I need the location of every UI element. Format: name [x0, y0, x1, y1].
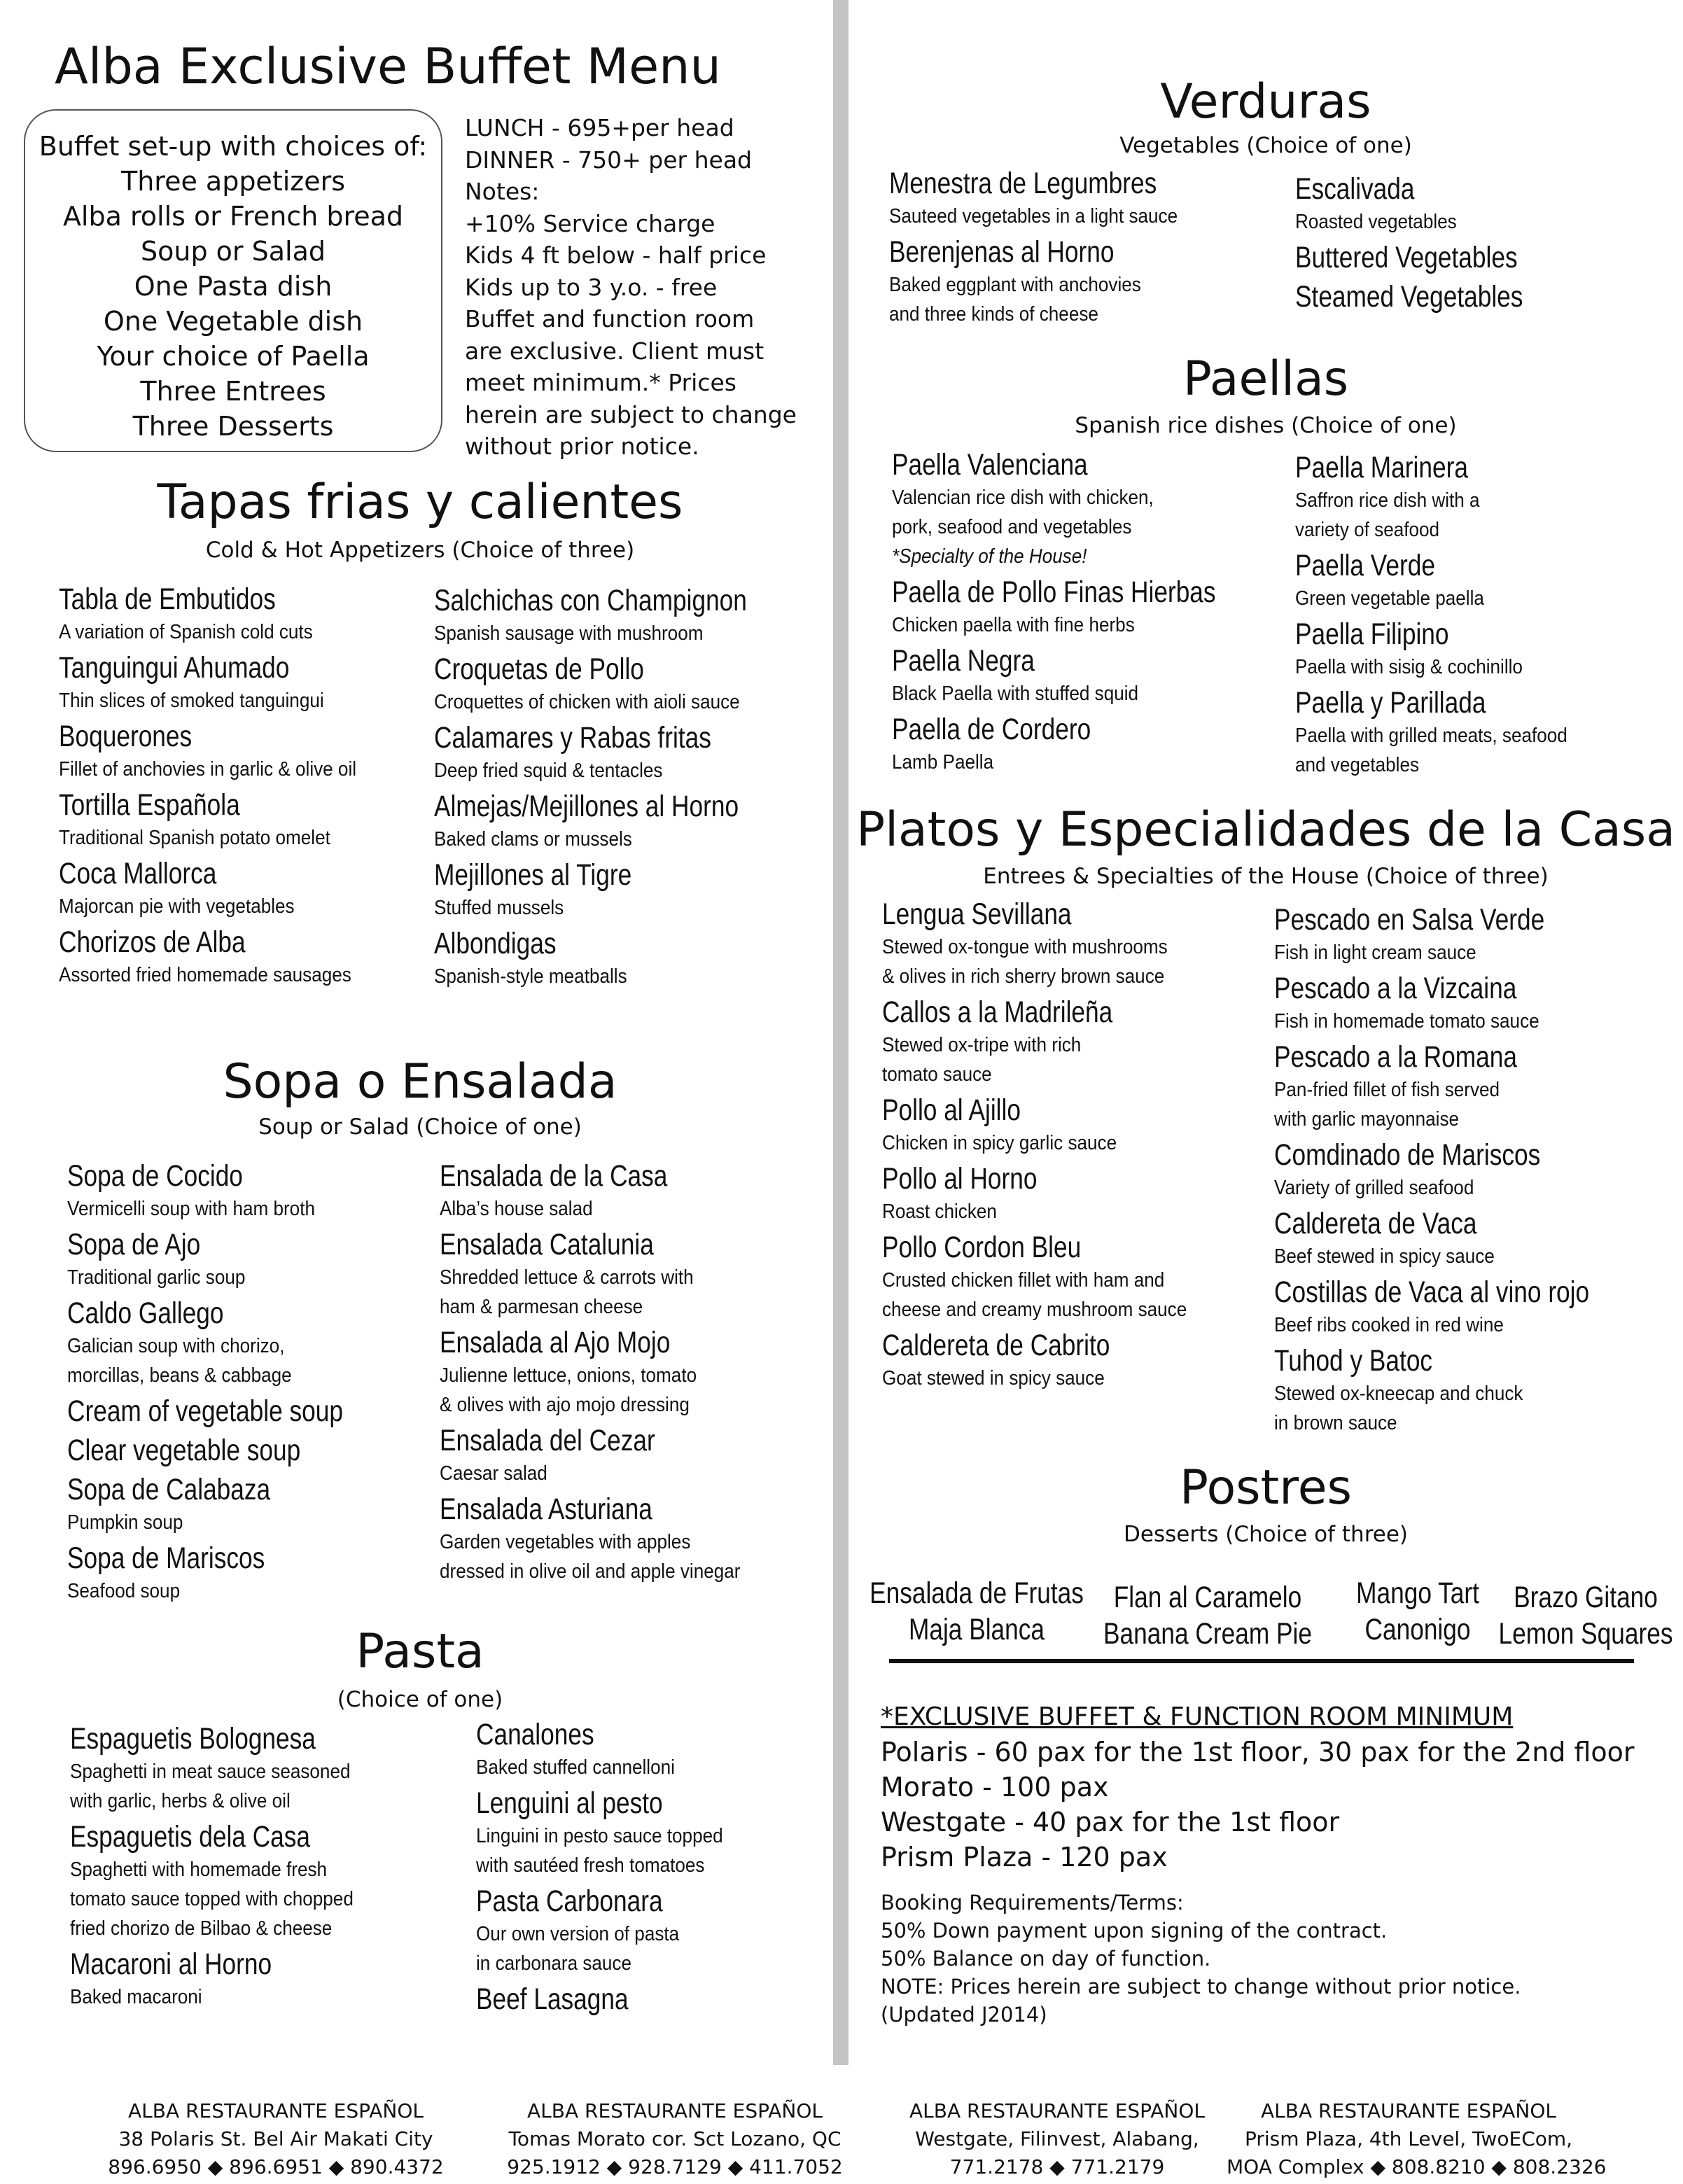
setup-item: Soup or Salad [141, 236, 326, 267]
footer-phones: 771.2178 ◆ 771.2179 [949, 2155, 1165, 2178]
verduras-column-left [889, 165, 1215, 332]
notes-line: without prior notice. [465, 433, 699, 460]
menu-item [440, 1226, 774, 1322]
menu-item-description: Variety of grilled seafood [1274, 1177, 1474, 1199]
menu-item-name: Callos a la Madrileña [882, 995, 1113, 1029]
menu-item-description: in carbonara sauce [476, 1952, 631, 1975]
menu-item [434, 651, 816, 717]
menu-item-description: Fillet of anchovies in garlic & olive oil [59, 758, 357, 780]
menu-item [67, 1295, 403, 1390]
platos-title: Platos y Especialidades de la Casa [856, 802, 1675, 858]
footer-name: ALBA RESTAURANTE ESPAÑOL [909, 2099, 1205, 2122]
menu-item-description: ham & parmesan cheese [440, 1296, 643, 1318]
sopa-subtitle: Soup or Salad (Choice of one) [258, 1114, 582, 1140]
menu-item-description: morcillas, beans & cabbage [67, 1364, 292, 1387]
menu-item-description: A variation of Spanish cold cuts [59, 621, 313, 643]
menu-item-name: Pollo al Horno [882, 1162, 1038, 1196]
footer-phones: 925.1912 ◆ 928.7129 ◆ 411.7052 [507, 2155, 843, 2178]
notes-line: Buffet and function room [465, 305, 755, 332]
pasta-title: Pasta [356, 1624, 484, 1679]
menu-item-description: Galician soup with chorizo, [67, 1335, 285, 1357]
menu-item-name: Tanguingui Ahumado [59, 651, 290, 685]
menu-item-name: Pollo Cordon Bleu [882, 1231, 1082, 1264]
page-title: Alba Exclusive Buffet Menu [55, 38, 721, 95]
menu-item-name: Pasta Carbonara [476, 1884, 663, 1918]
menu-item-description: Spanish sausage with mushroom [434, 622, 704, 645]
notes-line: Kids 4 ft below - half price [465, 241, 767, 269]
footer-name: ALBA RESTAURANTE ESPAÑOL [1261, 2099, 1556, 2122]
menu-item-name: Croquetas de Pollo [434, 652, 644, 686]
menu-item-description: variety of seafood [1295, 519, 1440, 541]
menu-item [882, 1161, 1221, 1226]
menu-item [882, 1092, 1221, 1158]
menu-item [1295, 239, 1573, 276]
menu-item [892, 447, 1287, 571]
notes-line: DINNER - 750+ per head [465, 146, 753, 174]
menu-item-description: Beef ribs cooked in red wine [1274, 1314, 1504, 1336]
menu-item [1274, 970, 1658, 1036]
menu-item [892, 711, 1287, 777]
menu-item-description: and vegetables [1295, 754, 1420, 776]
menu-item [434, 925, 816, 991]
menu-item [67, 1158, 403, 1224]
menu-item-description: tomato sauce [882, 1063, 992, 1086]
menu-item-description: cheese and creamy mushroom sauce [882, 1298, 1187, 1321]
paellas-title: Paellas [1182, 351, 1349, 407]
menu-item-name: Tabla de Embutidos [59, 582, 276, 616]
menu-item [476, 1716, 750, 1782]
menu-item [434, 720, 816, 785]
menu-item-description: Croquettes of chicken with aioli sauce [434, 691, 740, 713]
menu-item-name: Menestra de Legumbres [889, 167, 1157, 200]
menu-item-name: Coca Mallorca [59, 857, 217, 890]
menu-item-name: Paella y Parillada [1295, 686, 1486, 720]
menu-item-name: Paella de Cordero [892, 713, 1091, 746]
menu-item [882, 1327, 1221, 1393]
menu-item [1295, 279, 1573, 315]
menu-item [889, 165, 1215, 231]
booking-line: Booking Requirements/Terms: [881, 1891, 1184, 1914]
notes-line: Kids up to 3 y.o. - free [465, 273, 718, 301]
menu-item-description: Paella with grilled meats, seafood [1295, 724, 1567, 747]
platos-column-left [882, 896, 1221, 1396]
menu-item-name: Canalones [476, 1718, 594, 1751]
menu-item-description: Linguini in pesto sauce topped [476, 1825, 723, 1847]
tapas-title: Tapas frias y calientes [157, 475, 683, 530]
minimum-line: Prism Plaza - 120 pax [881, 1842, 1168, 1872]
footer-address: Westgate, Filinvest, Alabang, [915, 2127, 1199, 2150]
tapas-subtitle: Cold & Hot Appetizers (Choice of three) [205, 538, 635, 563]
menu-item-description: Deep fried squid & tentacles [434, 760, 663, 782]
menu-item [59, 855, 389, 921]
menu-item-description: Goat stewed in spicy sauce [882, 1367, 1105, 1390]
menu-item-name: Calamares y Rabas fritas [434, 721, 711, 755]
setup-item: Your choice of Paella [97, 341, 370, 372]
menu-item-name: Pescado a la Romana [1274, 1040, 1517, 1074]
menu-item [440, 1422, 774, 1488]
menu-item-description: Seafood soup [67, 1580, 181, 1602]
setup-box [24, 109, 442, 452]
dessert-item: Ensalada de Frutas [870, 1576, 1084, 1610]
menu-item-name: Paella Marinera [1295, 451, 1468, 484]
menu-item [476, 1785, 750, 1880]
notes-block [465, 112, 797, 463]
menu-item [67, 1432, 403, 1469]
footer-branch [493, 2097, 857, 2181]
menu-item-name: Caldo Gallego [67, 1296, 224, 1330]
menu-item-description: Pumpkin soup [67, 1511, 183, 1534]
menu-item-description: Chicken paella with fine herbs [892, 614, 1135, 636]
menu-item-name: Caldereta de Cabrito [882, 1329, 1110, 1362]
menu-item-description: tomato sauce topped with chopped [70, 1888, 354, 1910]
menu-item-name: Macaroni al Horno [70, 1947, 272, 1981]
menu-item [1274, 1137, 1658, 1203]
paellas-column-left [892, 447, 1287, 780]
footer-name: ALBA RESTAURANTE ESPAÑOL [527, 2099, 823, 2122]
minimum-line: Polaris - 60 pax for the 1st floor, 30 pax for the 2nd floor [881, 1737, 1635, 1768]
menu-item [882, 896, 1221, 991]
menu-item-name: Chorizos de Alba [59, 925, 246, 959]
minimum-line: Westgate - 40 pax for the 1st floor [881, 1807, 1340, 1837]
dessert-item: Lemon Squares [1498, 1617, 1673, 1651]
dessert-item: Maja Blanca [908, 1613, 1045, 1646]
setup-item: Alba rolls or French bread [62, 201, 404, 232]
menu-item [1274, 1039, 1658, 1134]
menu-item-description: with sautéed fresh tomatoes [476, 1854, 705, 1877]
menu-item-name: Costillas de Vaca al vino rojo [1274, 1275, 1590, 1309]
booking-line: NOTE: Prices herein are subject to change without prior notice. [881, 1975, 1521, 1998]
sopa-column-left [67, 1158, 403, 1609]
menu-item-name: Almejas/Mejillones al Horno [434, 790, 739, 823]
setup-item: One Pasta dish [134, 271, 333, 302]
menu-item-name: Boquerones [59, 720, 193, 753]
menu-item [889, 234, 1215, 329]
menu-item [1295, 171, 1573, 237]
dessert-item: Mango Tart [1356, 1576, 1479, 1610]
menu-item-description: Traditional garlic soup [67, 1266, 246, 1289]
menu-item [476, 1981, 750, 2017]
menu-item [440, 1324, 774, 1420]
menu-item-description: Saffron rice dish with a [1295, 489, 1480, 512]
pasta-column-right [476, 1716, 750, 2020]
platos-column-right [1274, 902, 1658, 1441]
tapas-column-right [434, 582, 816, 994]
menu-item-name: Sopa de Calabaza [67, 1473, 271, 1506]
menu-item [882, 1229, 1221, 1324]
booking-line: 50% Down payment upon signing of the contract. [881, 1919, 1388, 1942]
footer-address: 38 Polaris St. Bel Air Makati City [118, 2127, 433, 2150]
menu-item-name: Paella Negra [892, 644, 1035, 678]
menu-item-name: Pescado a la Vizcaina [1274, 972, 1517, 1005]
menu-item-description: Spaghetti in meat sauce seasoned [70, 1760, 351, 1783]
minimum-line: Morato - 100 pax [881, 1772, 1109, 1802]
menu-item-name: Ensalada Catalunia [440, 1228, 654, 1261]
menu-item [440, 1158, 774, 1224]
pasta-subtitle: (Choice of one) [337, 1687, 503, 1712]
footer-branch [875, 2097, 1239, 2181]
tapas-column-left [59, 581, 389, 993]
postres-subtitle: Desserts (Choice of three) [1124, 1522, 1408, 1547]
menu-item-name: Caldereta de Vaca [1274, 1207, 1477, 1240]
menu-item [59, 924, 389, 990]
setup-item: Three Desserts [132, 411, 334, 442]
menu-item-description: dressed in olive oil and apple vinegar [440, 1560, 741, 1583]
minimum-block [881, 1700, 1635, 1875]
pasta-column-left [70, 1721, 385, 2015]
menu-item-description: Baked stuffed cannelloni [476, 1756, 675, 1779]
menu-item [892, 574, 1287, 640]
notes-line: +10% Service charge [465, 209, 715, 237]
menu-item-description: Assorted fried homemade sausages [59, 964, 351, 986]
verduras-subtitle: Vegetables (Choice of one) [1119, 133, 1412, 158]
menu-item [59, 787, 389, 853]
notes-line: LUNCH - 695+per head [465, 114, 734, 141]
menu-item-description: Spanish-style meatballs [434, 965, 627, 988]
footer-phones: 896.6950 ◆ 896.6951 ◆ 890.4372 [108, 2155, 444, 2178]
menu-item [59, 650, 389, 715]
menu-item [67, 1540, 403, 1606]
menu-item [1274, 1205, 1658, 1271]
menu-item [1274, 902, 1658, 967]
menu-item-name: Paella Filipino [1295, 617, 1449, 651]
menu-item-name: Steamed Vegetables [1295, 280, 1523, 314]
menu-item [1295, 616, 1598, 682]
menu-item [476, 1883, 750, 1978]
menu-item-description: Thin slices of smoked tanguingui [59, 690, 324, 712]
menu-item-name: Albondigas [434, 927, 557, 960]
menu-item [67, 1393, 403, 1429]
dessert-item: Brazo Gitano [1514, 1581, 1658, 1614]
menu-item-description: Valencian rice dish with chicken, [892, 486, 1154, 509]
menu-item-description: Shredded lettuce & carrots with [440, 1266, 694, 1289]
menu-item-name: Escalivada [1295, 172, 1415, 206]
menu-item-name: Pescado en Salsa Verde [1274, 903, 1545, 937]
sopa-title: Sopa o Ensalada [223, 1054, 617, 1110]
menu-item-description: Sauteed vegetables in a light sauce [889, 205, 1178, 227]
menu-item-description: Crusted chicken fillet with ham and [882, 1269, 1165, 1292]
menu-item-name: Ensalada de la Casa [440, 1159, 668, 1193]
menu-item [892, 643, 1287, 708]
menu-item-description: Vermicelli soup with ham broth [67, 1198, 315, 1220]
notes-line: are exclusive. Client must [465, 337, 764, 365]
menu-item-description: & olives in rich sherry brown sauce [882, 965, 1165, 988]
menu-item-name: Ensalada del Cezar [440, 1424, 655, 1457]
menu-item-description: Chicken in spicy garlic sauce [882, 1132, 1117, 1154]
footer-phones: MOA Complex ◆ 808.8210 ◆ 808.2326 [1227, 2155, 1607, 2178]
menu-item-description: Stewed ox-tongue with mushrooms [882, 936, 1168, 958]
menu-item [1295, 685, 1598, 780]
menu-item-name: Lenguini al pesto [476, 1786, 663, 1820]
menu-item-description: Pan-fried fillet of fish served [1274, 1079, 1500, 1101]
menu-item-name: Pollo al Ajillo [882, 1093, 1021, 1127]
dessert-group [1477, 1579, 1683, 1652]
notes-line: Notes: [465, 178, 540, 205]
booking-line: 50% Balance on day of function. [881, 1947, 1211, 1970]
menu-item-name: Cream of vegetable soup [67, 1394, 343, 1428]
menu-item [434, 788, 816, 854]
menu-item-description: in brown sauce [1274, 1412, 1397, 1434]
menu-item-name: Lengua Sevillana [882, 897, 1072, 931]
menu-item-name: Paella Verde [1295, 549, 1435, 582]
section-rule [889, 1659, 1634, 1663]
menu-item-description: Fish in light cream sauce [1274, 941, 1476, 964]
verduras-title: Verduras [1160, 74, 1371, 130]
menu-item-name: Comdinado de Mariscos [1274, 1138, 1541, 1172]
menu-item [67, 1226, 403, 1292]
notes-line: herein are subject to change [465, 400, 797, 428]
menu-item-name: Beef Lasagna [476, 1982, 629, 2016]
menu-item [440, 1491, 774, 1586]
menu-item [1274, 1274, 1658, 1340]
menu-item-description: Traditional Spanish potato omelet [59, 827, 330, 849]
menu-item-description: and three kinds of cheese [889, 303, 1098, 326]
menu-item [1295, 547, 1598, 613]
footer-branch [94, 2097, 458, 2181]
menu-item [67, 1471, 403, 1537]
menu-item-description: Stewed ox-kneecap and chuck [1274, 1382, 1523, 1405]
menu-item-description: with garlic mayonnaise [1274, 1108, 1460, 1130]
menu-item [70, 1819, 385, 1943]
dessert-item: Canonigo [1364, 1613, 1471, 1646]
menu-item-name: Espaguetis Bolognesa [70, 1722, 316, 1756]
menu-item-description: Baked eggplant with anchovies [889, 274, 1141, 296]
menu-item-description: pork, seafood and vegetables [892, 516, 1132, 538]
dessert-group [1071, 1579, 1344, 1652]
paellas-column-right [1295, 449, 1598, 783]
menu-item-description: Majorcan pie with vegetables [59, 895, 295, 918]
menu-item-name: Clear vegetable soup [67, 1434, 301, 1467]
setup-item: One Vegetable dish [103, 306, 363, 337]
menu-item [59, 718, 389, 784]
menu-item [1274, 1343, 1658, 1438]
menu-item-description: Black Paella with stuffed squid [892, 682, 1139, 705]
booking-line: (Updated J2014) [881, 2003, 1047, 2026]
menu-item-description: Baked macaroni [70, 1986, 202, 2008]
platos-subtitle: Entrees & Specialties of the House (Choice of three) [983, 864, 1549, 889]
footer-address: Prism Plaza, 4th Level, TwoECom, [1244, 2127, 1573, 2150]
menu-item [1295, 449, 1598, 545]
notes-line: meet minimum.* Prices [465, 369, 736, 396]
setup-item: Three Entrees [140, 376, 326, 407]
menu-item-name: Sopa de Mariscos [67, 1541, 265, 1575]
postres-title: Postres [1179, 1460, 1352, 1516]
setup-heading: Buffet set-up with choices of: [39, 131, 428, 162]
menu-item-description: Stewed ox-tripe with rich [882, 1034, 1082, 1056]
menu-item [70, 1721, 385, 1816]
paellas-subtitle: Spanish rice dishes (Choice of one) [1075, 413, 1457, 438]
menu-item-description: Roast chicken [882, 1200, 997, 1223]
menu-item-name: Paella de Pollo Finas Hierbas [892, 575, 1216, 609]
menu-item-name: Tuhod y Batoc [1274, 1344, 1433, 1378]
footer-branch [1227, 2097, 1607, 2181]
menu-item-name: Berenjenas al Horno [889, 235, 1115, 269]
menu-item [434, 582, 816, 648]
menu-item-description: Lamb Paella [892, 751, 994, 774]
menu-item-description: Caesar salad [440, 1462, 547, 1485]
setup-item: Three appetizers [120, 166, 346, 197]
menu-item-description: Stuffed mussels [434, 897, 564, 919]
menu-item-name: Mejillones al Tigre [434, 858, 632, 892]
menu-item-name: Salchichas con Champignon [434, 584, 747, 617]
menu-item-description: Baked clams or mussels [434, 828, 632, 850]
menu-item-description: Alba’s house salad [440, 1198, 593, 1220]
menu-item-description: fried chorizo de Bilbao & cheese [70, 1917, 333, 1940]
menu-item-name: Paella Valenciana [892, 448, 1088, 482]
minimum-title: *EXCLUSIVE BUFFET & FUNCTION ROOM MINIMUM [881, 1702, 1514, 1731]
menu-item-name: Ensalada Asturiana [440, 1492, 652, 1526]
footer-name: ALBA RESTAURANTE ESPAÑOL [128, 2099, 424, 2122]
verduras-column-right [1295, 171, 1573, 318]
menu-item-description: Our own version of pasta [476, 1923, 680, 1945]
menu-item-description: *Specialty of the House! [892, 545, 1087, 568]
menu-item-description: Garden vegetables with apples [440, 1531, 691, 1553]
menu-item-description: Green vegetable paella [1295, 587, 1484, 610]
booking-block [881, 1889, 1521, 2029]
menu-item-name: Tortilla Española [59, 788, 240, 822]
menu-item [59, 581, 389, 647]
column-divider [833, 0, 849, 2065]
menu-item-description: & olives with ajo mojo dressing [440, 1394, 690, 1416]
menu-item-name: Buttered Vegetables [1295, 241, 1518, 274]
menu-item-description: Roasted vegetables [1295, 211, 1457, 233]
dessert-item: Banana Cream Pie [1103, 1617, 1312, 1651]
sopa-column-right [440, 1158, 774, 1589]
menu-item-name: Sopa de Cocido [67, 1159, 243, 1193]
menu-item-description: Beef stewed in spicy sauce [1274, 1245, 1495, 1268]
footer-address: Tomas Morato cor. Sct Lozano, QC [508, 2127, 842, 2150]
menu-item-description: Paella with sisig & cochinillo [1295, 656, 1523, 678]
menu-item-description: Spaghetti with homemade fresh [70, 1858, 328, 1881]
menu-item-name: Ensalada al Ajo Mojo [440, 1326, 671, 1359]
menu-item [434, 857, 816, 923]
menu-item-description: Fish in homemade tomato sauce [1274, 1010, 1539, 1032]
menu-item [882, 994, 1221, 1089]
menu-item-description: with garlic, herbs & olive oil [70, 1790, 291, 1812]
menu-item-name: Espaguetis dela Casa [70, 1820, 311, 1854]
menu-item [70, 1946, 385, 2012]
menu-item-description: Julienne lettuce, onions, tomato [440, 1364, 697, 1387]
dessert-item: Flan al Caramelo [1113, 1581, 1302, 1614]
menu-item-name: Sopa de Ajo [67, 1228, 201, 1261]
